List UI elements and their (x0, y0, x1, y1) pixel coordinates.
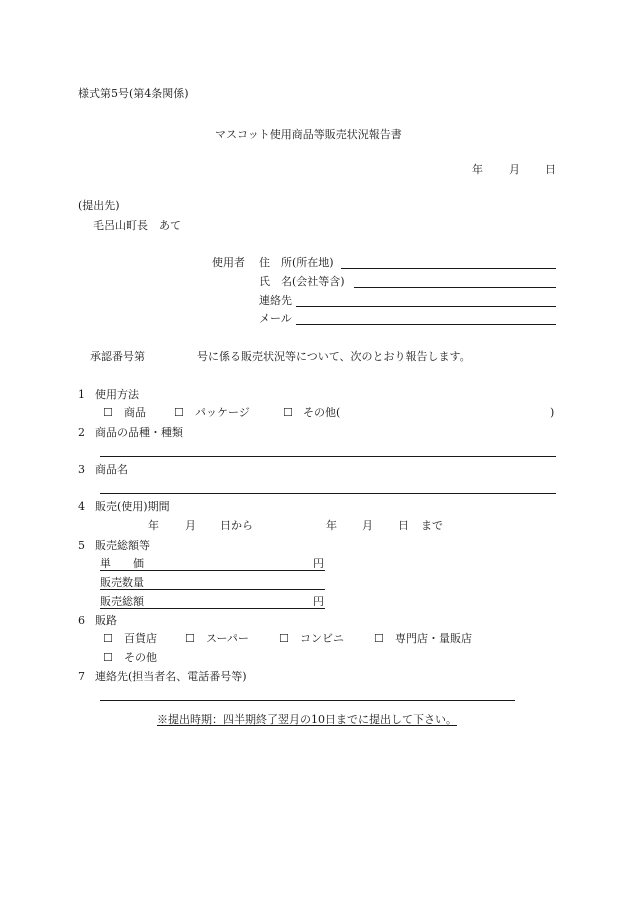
unit-price-label: 単 価 (100, 557, 144, 570)
name-line[interactable] (354, 287, 556, 288)
period-start-month: 月 (185, 519, 196, 532)
usage-option-package: パッケージ (195, 406, 250, 419)
item-3-number: 3 (78, 463, 85, 476)
form-number: 様式第5号(第4条関係) (78, 87, 189, 100)
checkbox-usage-product[interactable]: ☐ (103, 406, 113, 419)
item-6-label: 販路 (95, 614, 117, 627)
checkbox-channel-specialty-store[interactable]: ☐ (374, 632, 384, 645)
address-label: 住 所(所在地) (259, 256, 334, 269)
item-2-number: 2 (78, 426, 85, 439)
checkbox-usage-other[interactable]: ☐ (283, 406, 293, 419)
item-1-label: 使用方法 (95, 388, 139, 401)
item-2-label: 商品の品種・種類 (95, 426, 183, 439)
date-year: 年 (472, 163, 483, 176)
contact-person-line[interactable] (100, 700, 515, 701)
period-end-year: 年 (326, 519, 337, 532)
date-month: 月 (509, 163, 520, 176)
approval-number-prefix: 承認番号第 (90, 350, 145, 363)
contact-line[interactable] (296, 306, 556, 307)
period-end-month: 月 (362, 519, 373, 532)
item-3-label: 商品名 (95, 463, 128, 476)
checkbox-channel-other[interactable]: ☐ (103, 651, 113, 664)
date-day: 日 (545, 163, 556, 176)
user-label: 使用者 (212, 256, 245, 269)
item-5-label: 販売総額等 (95, 539, 150, 552)
period-start-year: 年 (148, 519, 159, 532)
usage-option-other: その他( (303, 406, 341, 419)
item-4-number: 4 (78, 500, 85, 513)
channel-specialty-store: 専門店・量販店 (395, 632, 472, 645)
product-type-line[interactable] (100, 456, 556, 457)
checkbox-channel-supermarket[interactable]: ☐ (185, 632, 195, 645)
checkbox-usage-package[interactable]: ☐ (174, 406, 184, 419)
item-6-number: 6 (78, 614, 85, 627)
contact-label: 連絡先 (259, 294, 292, 307)
period-end-day: 日 (398, 519, 409, 532)
period-start-day: 日から (220, 519, 253, 532)
usage-other-close-paren: ) (550, 406, 555, 419)
item-1-number: 1 (78, 388, 85, 401)
quantity-label: 販売数量 (100, 576, 144, 589)
email-line[interactable] (296, 324, 556, 325)
recipient-label: (提出先) (78, 199, 120, 212)
approval-number-suffix: 号に係る販売状況等について、次のとおり報告します。 (197, 350, 471, 363)
channel-supermarket: スーパー (206, 632, 249, 645)
total-line[interactable] (100, 608, 325, 609)
unit-price-yen: 円 (313, 557, 324, 570)
form-title: マスコット使用商品等販売状況報告書 (215, 128, 402, 141)
address-line[interactable] (341, 268, 556, 269)
email-label: メール (259, 312, 292, 325)
channel-other: その他 (124, 651, 157, 664)
total-label: 販売総額 (100, 595, 144, 608)
period-end-until: まで (421, 519, 443, 532)
item-4-label: 販売(使用)期間 (95, 500, 170, 513)
unit-price-line[interactable] (100, 570, 325, 571)
product-name-line[interactable] (100, 493, 556, 494)
channel-department-store: 百貨店 (124, 632, 157, 645)
checkbox-channel-convenience-store[interactable]: ☐ (279, 632, 289, 645)
recipient-name: 毛呂山町長 あて (93, 219, 181, 232)
usage-option-product: 商品 (124, 406, 146, 419)
item-7-number: 7 (78, 670, 85, 683)
item-7-label: 連絡先(担当者名、電話番号等) (95, 670, 247, 683)
submission-note: ※提出時期：四半期終了翌月の10日までに提出して下さい。 (157, 713, 457, 726)
checkbox-channel-department-store[interactable]: ☐ (103, 632, 113, 645)
channel-convenience-store: コンビニ (300, 632, 344, 645)
total-yen: 円 (313, 595, 324, 608)
quantity-line[interactable] (100, 589, 325, 590)
item-5-number: 5 (78, 539, 85, 552)
name-label: 氏 名(会社等含) (259, 275, 345, 288)
